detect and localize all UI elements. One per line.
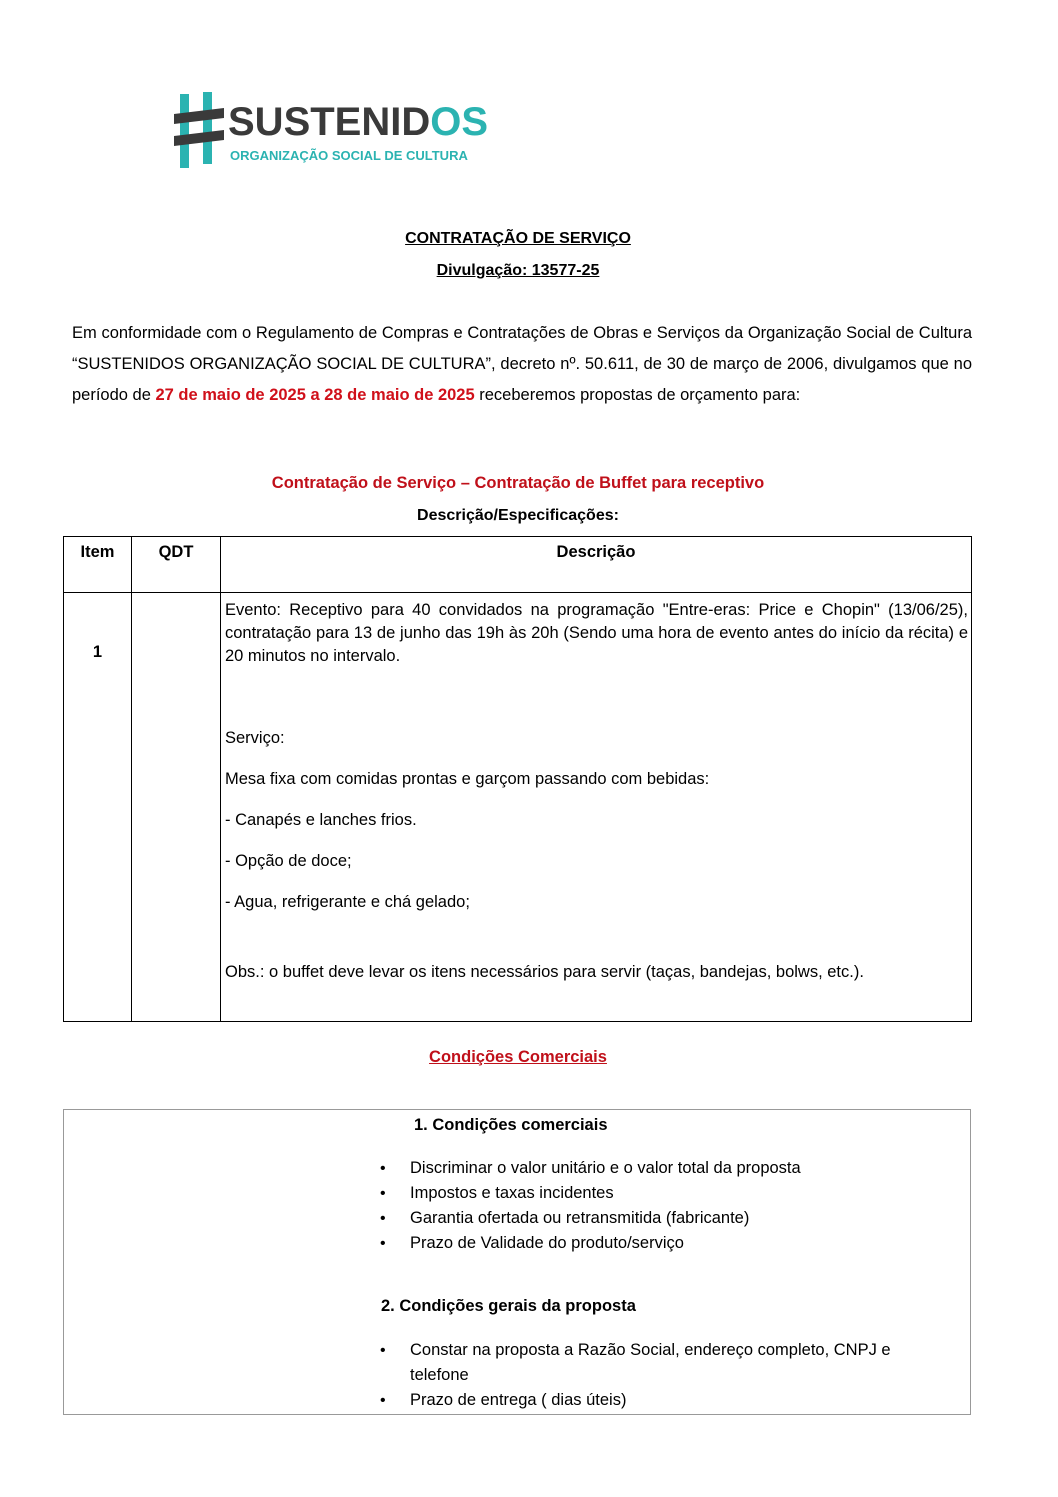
page-title: CONTRATAÇÃO DE SERVIÇO — [405, 230, 631, 247]
intro-date-range: 27 de maio de 2025 a 28 de maio de 2025 — [155, 386, 475, 404]
list-item: • Impostos e taxas incidentes — [380, 1181, 940, 1206]
header-qdt: QDT — [132, 537, 221, 593]
conditions-box — [63, 1109, 971, 1415]
row-item-number: 1 — [64, 593, 132, 1022]
general-conditions-list — [380, 1338, 940, 1413]
logo-name-accent: OS — [430, 100, 489, 144]
service-item: - Canapés e lanches frios. — [225, 811, 417, 829]
list-item: • Garantia ofertada ou retransmitida (fabricante) — [380, 1206, 940, 1231]
items-table — [63, 536, 972, 1022]
service-description: Mesa fixa com comidas prontas e garçom passando com bebidas: — [225, 770, 710, 788]
logo-subtitle: ORGANIZAÇÃO SOCIAL DE CULTURA — [230, 148, 468, 163]
service-item: - Opção de doce; — [225, 852, 352, 870]
row-qdt — [132, 593, 221, 1022]
service-item: - Agua, refrigerante e chá gelado; — [225, 893, 470, 911]
list-item: • Discriminar o valor unitário e o valor total da proposta — [380, 1156, 940, 1181]
commercial-conditions-list — [380, 1156, 940, 1256]
conditions-heading-1: 1. Condições comerciais — [414, 1116, 608, 1134]
header-descricao: Descrição — [221, 537, 972, 593]
row-description — [221, 593, 972, 1022]
list-item: • Prazo de Validade do produto/serviço — [380, 1231, 940, 1256]
header-item: Item — [64, 537, 132, 593]
service-section-title: Contratação de Serviço – Contratação de Buffet para receptivo — [271, 474, 765, 492]
logo-wordmark — [228, 102, 488, 142]
commercial-conditions-title: Condições Comerciais — [429, 1048, 607, 1066]
sustenidos-logo — [172, 92, 489, 172]
service-label: Serviço: — [225, 729, 285, 747]
observation-note: Obs.: o buffet deve levar os itens necessários para servir (taças, bandejas, bolws, etc.). — [225, 963, 864, 981]
table-row — [64, 593, 972, 1022]
list-item: • Prazo de entrega ( dias úteis) — [380, 1388, 940, 1413]
hash-logo-icon — [172, 92, 232, 172]
intro-text-end: receberemos propostas de orçamento para: — [474, 386, 801, 404]
intro-paragraph — [72, 318, 972, 411]
event-description: Evento: Receptivo para 40 convidados na programação "Entre-eras: Price e Chopin" (13/06/25), contratação para 13 de junho das 19h às 20h (Sendo uma hora de evento antes do início da récita) e 20 minutos no intervalo. — [225, 601, 968, 665]
intro-text-start: Em conformidade com o Regulamento de Compras e Contratações de Obras e Serviços da Organização Social de Cultura “SUSTENIDOS ORGANIZAÇÃO SOCIAL DE CULTURA”, decreto nº. 50.611, de 30 de março de 2006, divulgamos que no período de — [72, 324, 972, 404]
description-heading: Descrição/Especificações: — [417, 507, 619, 524]
disclosure-number: Divulgação: 13577-25 — [436, 262, 600, 279]
list-item: • Constar na proposta a Razão Social, endereço completo, CNPJ e telefone — [380, 1338, 940, 1388]
conditions-heading-2: 2. Condições gerais da proposta — [381, 1297, 636, 1315]
logo-name-main: SUSTENID — [228, 100, 431, 144]
table-header-row — [64, 537, 972, 593]
